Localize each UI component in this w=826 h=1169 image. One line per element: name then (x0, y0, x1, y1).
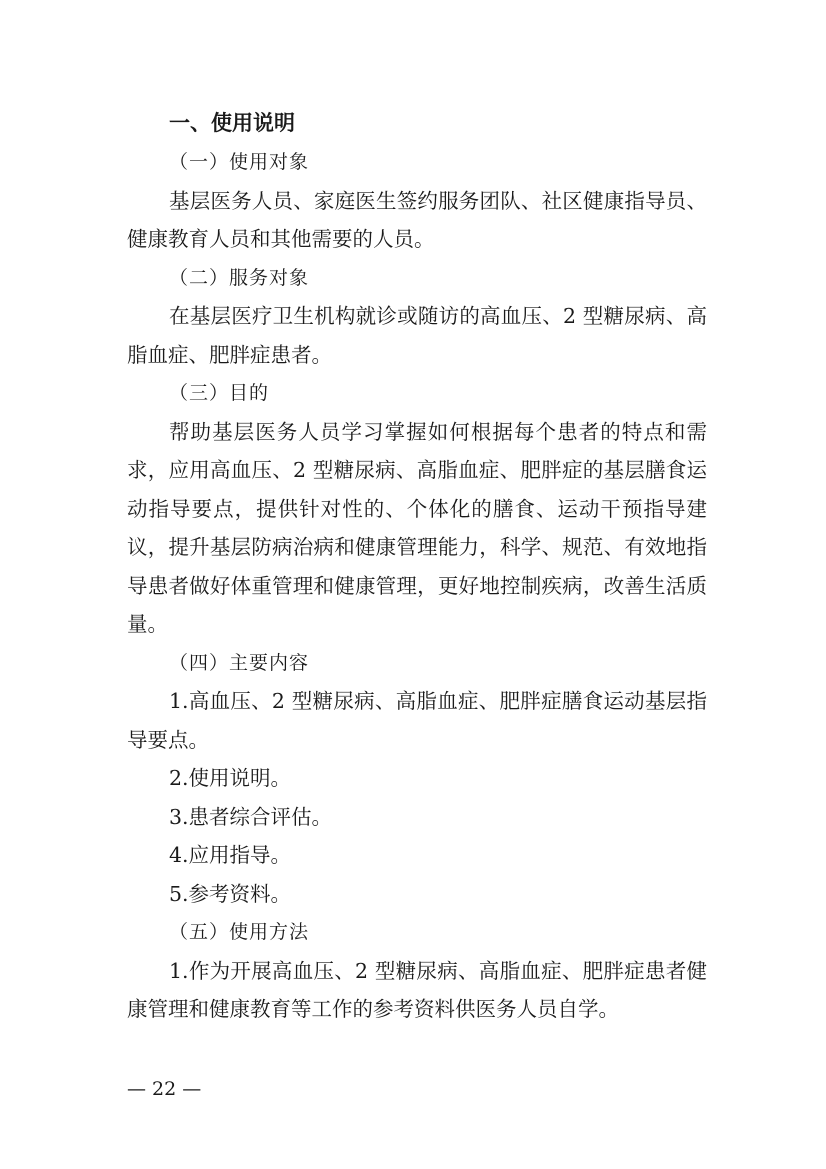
section-heading: 一、使用说明 (169, 111, 295, 135)
subheading-main-content: （四）主要内容 (169, 651, 310, 674)
list-item-main-content-1: 1.高血压、2 型糖尿病、高脂血症、肥胖症膳食运动基层指导要点。 (127, 689, 707, 752)
subheading-target-users: （一）使用对象 (169, 151, 310, 173)
page-content (127, 103, 707, 1029)
paragraph-purpose: 帮助基层医务人员学习掌握如何根据每个患者的特点和需求，应用高血压、2 型糖尿病、高脂血症、肥胖症的基层膳食运动指导要点，提供针对性的、个体化的膳食、运动干预指导建议，提升基层防病治病和健康管理能力，科学、规范、有效地指导患者做好体重管理和健康管理，更好地控制疾病，改善生活质量。 (127, 419, 707, 636)
list-item-usage-method-1: 1.作为开展高血压、2 型糖尿病、高脂血症、肥胖症患者健康管理和健康教育等工作的参考资料供医务人员自学。 (127, 958, 707, 1021)
subheading-usage-method: （五）使用方法 (169, 921, 310, 943)
subheading-service-objects: （二）服务对象 (169, 266, 310, 289)
paragraph-service-objects: 在基层医疗卫生机构就诊或随访的高血压、2 型糖尿病、高脂血症、肥胖症患者。 (127, 304, 707, 367)
list-item-main-content-5: 5.参考资料。 (169, 881, 292, 906)
list-item-main-content-3: 3.患者综合评估。 (169, 804, 333, 829)
list-item-main-content-2: 2.使用说明。 (169, 766, 292, 790)
subheading-purpose: （三）目的 (169, 382, 270, 404)
paragraph-target-users: 基层医务人员、家庭医生签约服务团队、社区健康指导员、健康教育人员和其他需要的人员。 (127, 188, 707, 251)
list-item-main-content-4: 4.应用指导。 (169, 843, 292, 867)
page-number: — 22 — (127, 1078, 202, 1100)
